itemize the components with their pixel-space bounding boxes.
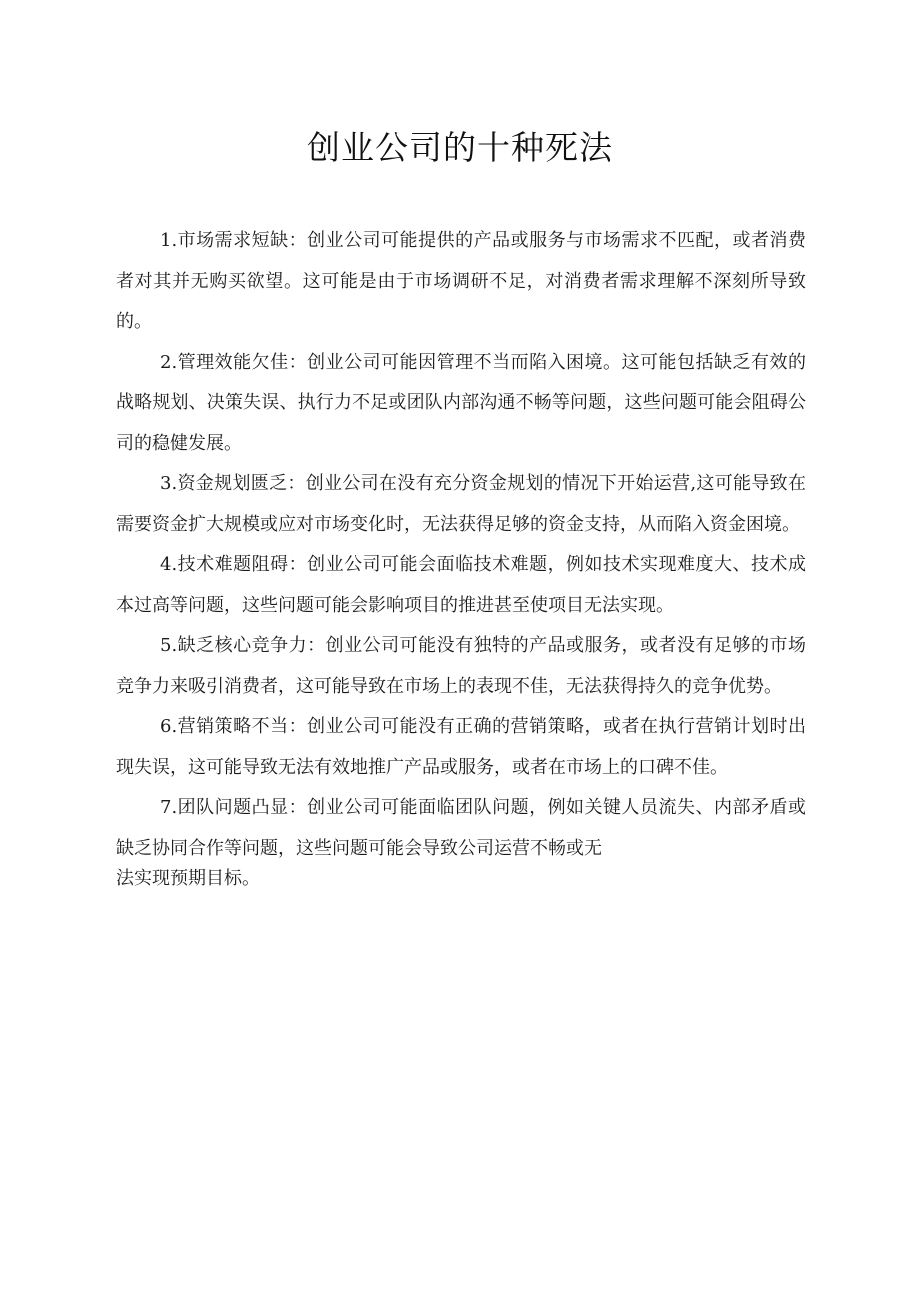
paragraph-7-tail: 法实现预期目标。 [116,868,260,889]
paragraph-5: 5.缺乏核心竞争力：创业公司可能没有独特的产品或服务，或者没有足够的市场竞争力来吸引消费者，这可能导致在市场上的表现不佳，无法获得持久的竞争优势。 [116,635,806,697]
paragraph-2: 2.管理效能欠佳：创业公司可能因管理不当而陷入困境。这可能包括缺乏有效的战略规划、决策失误、执行力不足或团队内部沟通不畅等问题，这些问题可能会阻碍公司的稳健发展。 [116,351,806,454]
document-title: 创业公司的十种死法 [307,128,613,167]
paragraph-7 [116,788,806,893]
paragraph-3: 3.资金规划匮乏：创业公司在没有充分资金规划的情况下开始运营,这可能导致在需要资金扩大规模或应对市场变化时，无法获得足够的资金支持，从而陷入资金困境。 [116,473,806,535]
document-body [116,221,806,893]
paragraph-1: 1.市场需求短缺：创业公司可能提供的产品或服务与市场需求不匹配，或者消费者对其并无购买欲望。这可能是由于市场调研不足，对消费者需求理解不深刻所导致的。 [116,230,806,332]
paragraph-6: 6.营销策略不当：创业公司可能没有正确的营销策略，或者在执行营销计划时出现失误，这可能导致无法有效地推广产品或服务，或者在市场上的口碑不佳。 [116,716,806,778]
paragraph-4: 4.技术难题阻碍：创业公司可能会面临技术难题，例如技术实现难度大、技术成本过高等问题，这些问题可能会影响项目的推进甚至使项目无法实现。 [116,554,806,616]
paragraph-7-main: 7.团队问题凸显：创业公司可能面临团队问题，例如关键人员流失、内部矛盾或缺乏协同合作等问题，这些问题可能会导致公司运营不畅或无 [116,797,806,859]
